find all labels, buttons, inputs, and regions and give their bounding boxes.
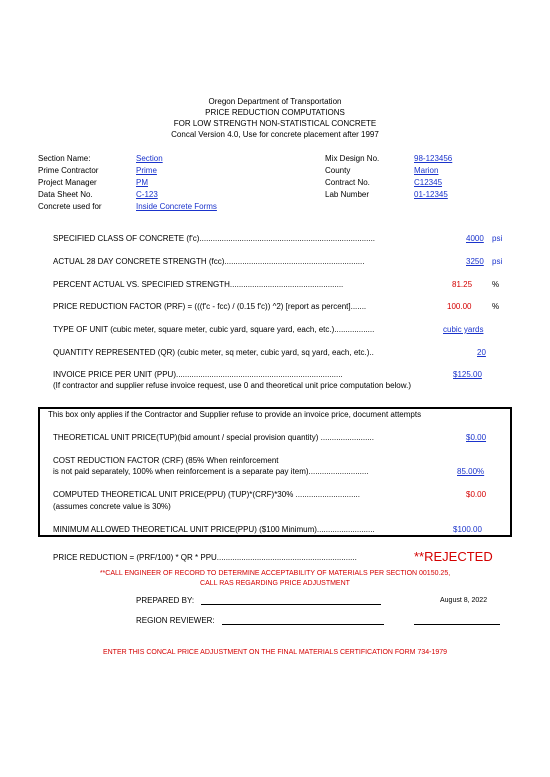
price-reduction-value: **REJECTED	[414, 549, 493, 564]
unit-type-value[interactable]: cubic yards	[443, 325, 484, 334]
prime-contractor-value[interactable]: Prime	[136, 166, 157, 175]
price-reduction-label: PRICE REDUCTION = (PRF/100) * QR * PPU...............................................................	[53, 553, 357, 562]
section-name-label: Section Name:	[38, 154, 91, 163]
section-name-value[interactable]: Section	[136, 154, 163, 163]
invoice-price-value[interactable]: $125.00	[453, 370, 482, 379]
box-title: This box only applies if the Contractor and Supplier refuse to provide an invoice price, document attempts	[48, 410, 422, 419]
tup-value[interactable]: $0.00	[466, 433, 487, 442]
header-subtitle: FOR LOW STRENGTH NON-STATISTICAL CONCRETE	[173, 119, 377, 128]
engineer-note-line1: **CALL ENGINEER OF RECORD TO DETERMINE ACCEPTABILITY OF MATERIALS PER SECTION 00150.25,	[99, 570, 451, 577]
crf-value[interactable]: 85.00%	[457, 467, 485, 476]
lab-number-value[interactable]: 01-12345	[414, 190, 448, 199]
crf-label-line1: COST REDUCTION FACTOR (CRF) (85% When reinforcement	[53, 456, 279, 465]
mix-design-value[interactable]: 98-123456	[414, 154, 453, 163]
specified-class-unit: psi	[492, 234, 503, 243]
review-date-line[interactable]	[414, 624, 500, 625]
quantity-value[interactable]: 20	[477, 348, 486, 357]
region-reviewer-signature-line[interactable]	[222, 624, 384, 625]
actual-strength-label: ACTUAL 28 DAY CONCRETE STRENGTH (fcc)...............................................................	[53, 257, 365, 266]
county-value[interactable]: Marion	[414, 166, 439, 175]
computed-tup-label: COMPUTED THEORETICAL UNIT PRICE(PPU) (TUP)*(CRF)*30% .............................	[53, 490, 360, 499]
contract-no-value[interactable]: C12345	[414, 178, 443, 187]
prime-contractor-label: Prime Contractor	[38, 166, 99, 175]
percent-strength-unit: %	[492, 280, 500, 289]
project-manager-value[interactable]: PM	[136, 178, 148, 187]
prepared-by-signature-line[interactable]	[201, 604, 381, 605]
project-manager-label: Project Manager	[38, 178, 97, 187]
region-reviewer-label: REGION REVIEWER:	[136, 616, 215, 625]
header-agency: Oregon Department of Transportation	[208, 97, 342, 106]
prepared-by-label: PREPARED BY:	[136, 596, 195, 605]
minimum-price-label: MINIMUM ALLOWED THEORETICAL UNIT PRICE(PPU) ($100 Minimum)..........................	[53, 525, 375, 534]
data-sheet-value[interactable]: C-123	[136, 190, 158, 199]
data-sheet-label: Data Sheet No.	[38, 190, 93, 199]
computed-tup-note: (assumes concrete value is 30%)	[53, 502, 171, 511]
computed-tup-value: $0.00	[466, 490, 487, 499]
specified-class-value[interactable]: 4000	[466, 234, 484, 243]
footer-instruction: ENTER THIS CONCAL PRICE ADJUSTMENT ON THE FINAL MATERIALS CERTIFICATION FORM 734-1979	[102, 649, 448, 656]
invoice-price-label: INVOICE PRICE PER UNIT (PPU)...........................................................................	[53, 370, 343, 379]
prf-label: PRICE REDUCTION FACTOR (PRF) = (((f'c - fcc) / (0.15 f'c)) ^2) [report as percent].......	[53, 302, 367, 311]
header-version: Concal Version 4.0, Use for concrete placement after 1997	[171, 130, 379, 139]
tup-label: THEORETICAL UNIT PRICE(TUP)(bid amount / special provision quantity) ........................	[53, 433, 374, 442]
prepared-date: August 8, 2022	[440, 597, 488, 604]
concrete-used-label: Concrete used for	[38, 202, 102, 211]
header-title: PRICE REDUCTION COMPUTATIONS	[205, 108, 345, 117]
quantity-label: QUANTITY REPRESENTED (QR) (cubic meter, sq meter, cubic yard, sq yard, each, etc.)..	[53, 348, 374, 357]
actual-strength-value[interactable]: 3250	[466, 257, 484, 266]
concrete-used-value[interactable]: Inside Concrete Forms	[136, 202, 217, 211]
minimum-price-value: $100.00	[453, 525, 482, 534]
contract-no-label: Contract No.	[325, 178, 370, 187]
prf-unit: %	[492, 302, 500, 311]
engineer-note-line2: CALL RAS REGARDING PRICE ADJUSTMENT	[200, 580, 350, 587]
lab-number-label: Lab Number	[325, 190, 370, 199]
county-label: County	[325, 166, 351, 175]
percent-strength-label: PERCENT ACTUAL VS. SPECIFIED STRENGTH...................................................	[53, 280, 344, 289]
prf-value: 100.00	[447, 302, 472, 311]
mix-design-label: Mix Design No.	[325, 154, 380, 163]
unit-type-label: TYPE OF UNIT (cubic meter, square meter, cubic yard, square yard, each, etc.)..................	[53, 325, 375, 334]
actual-strength-unit: psi	[492, 257, 503, 266]
percent-strength-value: 81.25	[452, 280, 473, 289]
crf-label-line2: is not paid separately, 100% when reinforcement is a separate pay item)...........................	[53, 467, 369, 476]
specified-class-label: SPECIFIED CLASS OF CONCRETE (f'c)...............................................................................	[53, 234, 376, 243]
invoice-price-note: (If contractor and supplier refuse invoice request, use 0 and theoretical unit price computation below.)	[53, 381, 411, 390]
